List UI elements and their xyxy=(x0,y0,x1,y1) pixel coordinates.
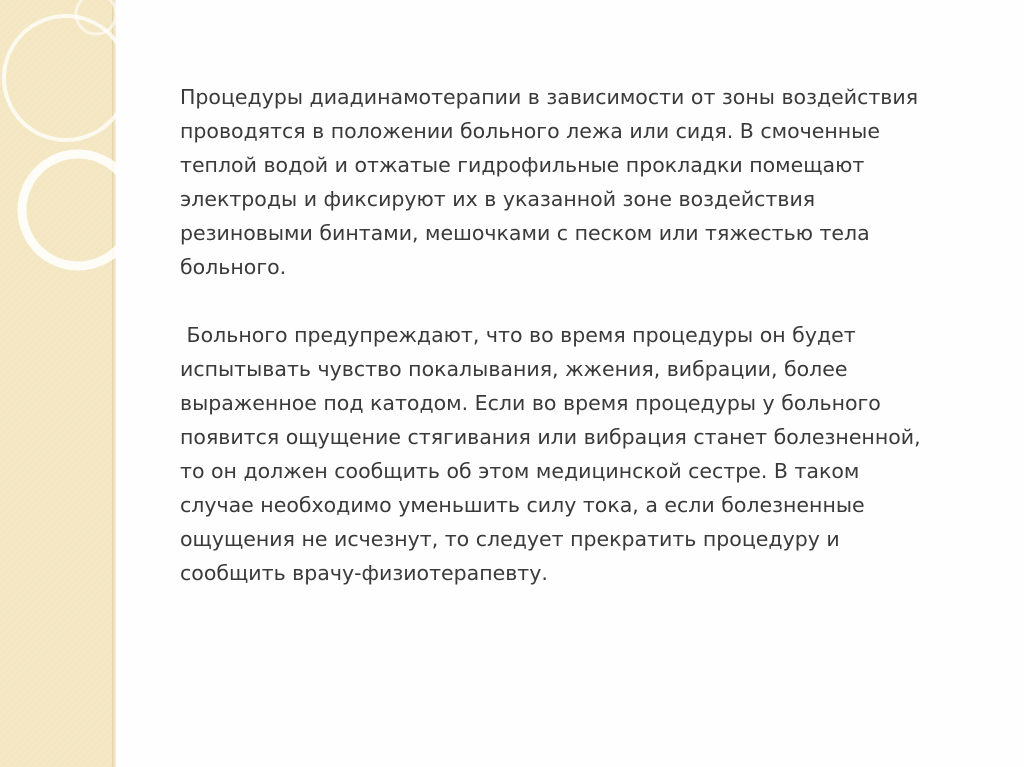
slide-text xyxy=(180,80,928,590)
ring-lower xyxy=(22,154,116,266)
paragraph-procedure-setup: Процедуры диадинамотерапии в зависимости от зоны воздействия проводятся в положении больного лежа или сидя. В смоченные теплой водой и отжатые гидрофильные прокладки помещают электроды и фиксируют их в указанной зоне воздействия резиновыми бинтами, мешочками с песком или тяжестью тела больного. xyxy=(180,85,925,279)
decorative-rings xyxy=(0,0,116,320)
paragraph-patient-warning: Больного предупреждают, что во время процедуры он будет испытывать чувство покалывания, жжения, вибрации, более выраженное под катодом. Если во время процедуры у больного появится ощущение стягивания или вибрация станет болезненной, то он должен сообщить об этом медицинской сестре. В таком случае необходимо уменьшить силу тока, а если болезненные ощущения не исчезнут, то следует прекратить процедуру и сообщить врачу-физиотерапевту. xyxy=(180,323,928,585)
